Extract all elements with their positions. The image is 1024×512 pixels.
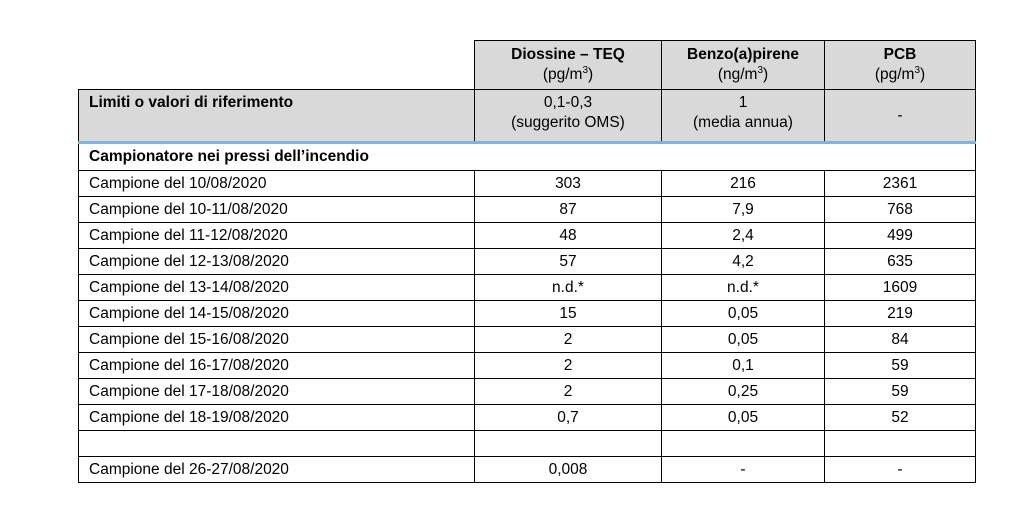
limits-label: Limiti o valori di riferimento: [79, 90, 475, 143]
table-row: [79, 405, 976, 431]
pcb-value: 84: [825, 327, 976, 353]
header-pcb-title: PCB: [883, 46, 917, 63]
header-benzopyrene: [662, 41, 825, 90]
pcb-value: 59: [825, 379, 976, 405]
empty-cell: [662, 431, 825, 457]
empty-cell: [475, 431, 662, 457]
pcb-value: 635: [825, 249, 976, 275]
benzopyrene-value: 0,25: [662, 379, 825, 405]
sample-label: Campione del 13-14/08/2020: [79, 275, 475, 301]
header-dioxins-title: Diossine – TEQ: [511, 46, 625, 63]
sample-label: Campione del 10/08/2020: [79, 171, 475, 197]
benzopyrene-value: 2,4: [662, 223, 825, 249]
empty-cell: [79, 431, 475, 457]
header-pcb-unit: $(pg/m^3)$: [874, 64, 926, 83]
header-benzopyrene-unit: $(ng/m^3)$: [717, 64, 769, 83]
table-row: [79, 275, 976, 301]
pcb-value: 52: [825, 405, 976, 431]
benzopyrene-value: 0,1: [662, 353, 825, 379]
section-title: Campionatore nei pressi dell’incendio: [79, 143, 976, 171]
table-row: [79, 379, 976, 405]
table-row-last: [79, 457, 976, 483]
section-row: [79, 143, 976, 171]
limits-pcb: -: [825, 90, 976, 143]
table-row: [79, 353, 976, 379]
dioxins-value: 48: [475, 223, 662, 249]
pcb-value: 59: [825, 353, 976, 379]
results-table: [78, 40, 976, 483]
table-row: [79, 327, 976, 353]
limits-benzopyrene: 1 (media annua): [662, 90, 825, 143]
empty-row: [79, 431, 976, 457]
dioxins-value: n.d.*: [475, 275, 662, 301]
benzopyrene-value: 0,05: [662, 301, 825, 327]
pcb-value: -: [825, 457, 976, 483]
table-row: [79, 171, 976, 197]
sample-label: Campione del 26-27/08/2020: [79, 457, 475, 483]
benzopyrene-value: n.d.*: [662, 275, 825, 301]
benzopyrene-value: 7,9: [662, 197, 825, 223]
header-pcb: [825, 41, 976, 90]
pcb-value: 219: [825, 301, 976, 327]
dioxins-value: 2: [475, 379, 662, 405]
header-dioxins: [475, 41, 662, 90]
dioxins-value: 2: [475, 327, 662, 353]
dioxins-value: 303: [475, 171, 662, 197]
limits-dioxins: 0,1-0,3 (suggerito OMS): [475, 90, 662, 143]
header-benzopyrene-title: Benzo(a)pirene: [687, 46, 799, 63]
results-table-body: [79, 41, 976, 483]
limits-row: [79, 90, 976, 143]
header-empty-cell: [79, 41, 475, 90]
table-row: [79, 197, 976, 223]
pcb-value: 499: [825, 223, 976, 249]
sample-label: Campione del 17-18/08/2020: [79, 379, 475, 405]
sample-label: Campione del 15-16/08/2020: [79, 327, 475, 353]
sample-label: Campione del 12-13/08/2020: [79, 249, 475, 275]
benzopyrene-value: 0,05: [662, 327, 825, 353]
empty-cell: [825, 431, 976, 457]
table-row: [79, 249, 976, 275]
sample-label: Campione del 10-11/08/2020: [79, 197, 475, 223]
benzopyrene-value: 0,05: [662, 405, 825, 431]
dioxins-value: 15: [475, 301, 662, 327]
benzopyrene-value: 4,2: [662, 249, 825, 275]
dioxins-value: 87: [475, 197, 662, 223]
table-row: [79, 223, 976, 249]
table-row: [79, 301, 976, 327]
pcb-value: 1609: [825, 275, 976, 301]
benzopyrene-value: -: [662, 457, 825, 483]
header-row: [79, 41, 976, 90]
dioxins-value: 0,008: [475, 457, 662, 483]
benzopyrene-value: 216: [662, 171, 825, 197]
sample-label: Campione del 16-17/08/2020: [79, 353, 475, 379]
pcb-value: 768: [825, 197, 976, 223]
header-dioxins-unit: $(pg/m^3)$: [542, 64, 594, 83]
dioxins-value: 2: [475, 353, 662, 379]
sample-label: Campione del 14-15/08/2020: [79, 301, 475, 327]
dioxins-value: 57: [475, 249, 662, 275]
dioxins-value: 0,7: [475, 405, 662, 431]
pcb-value: 2361: [825, 171, 976, 197]
sample-label: Campione del 18-19/08/2020: [79, 405, 475, 431]
sample-label: Campione del 11-12/08/2020: [79, 223, 475, 249]
